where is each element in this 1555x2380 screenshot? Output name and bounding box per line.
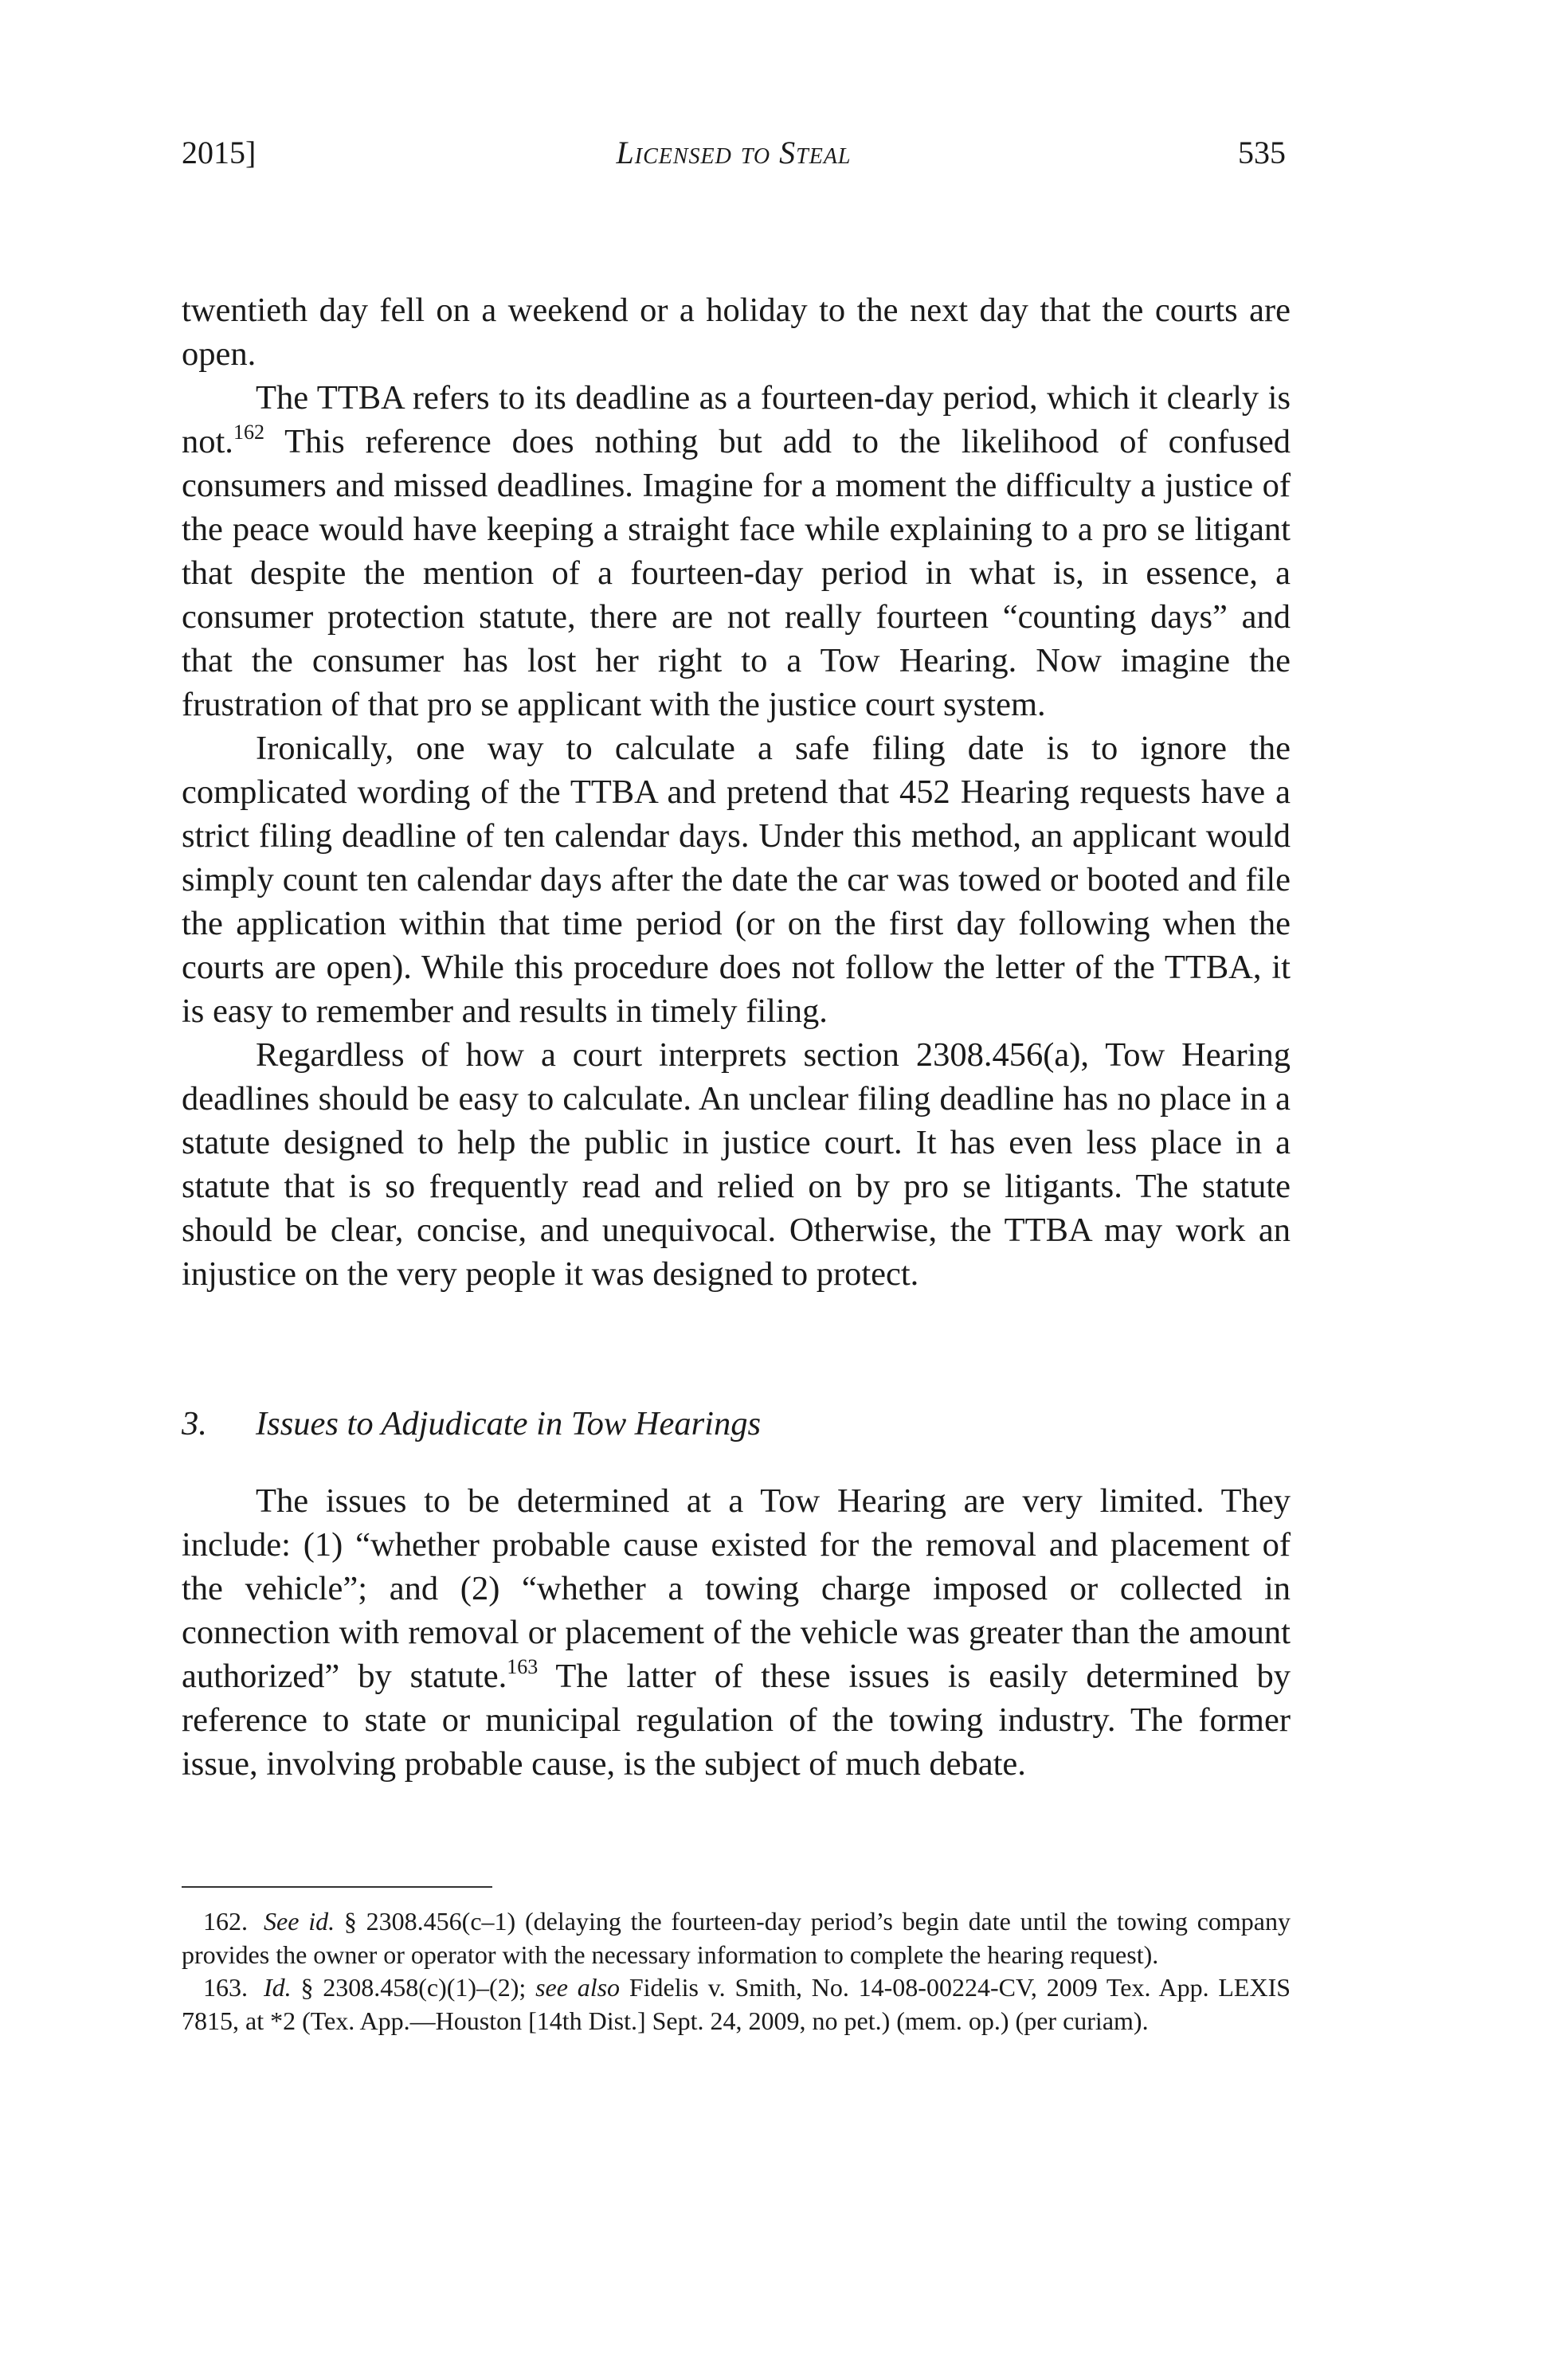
section-body xyxy=(182,1479,1291,1786)
paragraph-text: The issues to be determined at a Tow Hearing are very limited. They include: (1) “whether probable cause existed for the removal and placement of the vehicle”; and (2) “whether a towing charge imposed or collected in connection with removal or placement of the vehicle was greater than the amount authorized” by statute. xyxy=(182,1482,1291,1695)
footnote-number: 162. xyxy=(203,1907,248,1936)
paragraph-text: The latter of these issues is easily determined by reference to state or municipal regulation of the towing industry. The former issue, involving probable cause, is the subject of much debate. xyxy=(182,1658,1291,1783)
footnote-ref-162[interactable]: 162 xyxy=(233,421,264,444)
footnote-text: § 2308.458(c)(1)–(2); xyxy=(291,1973,536,2002)
footnote-162 xyxy=(182,1905,1291,1971)
footnotes xyxy=(182,1905,1291,2037)
paragraph-ironically: Ironically, one way to calculate a safe filing date is to ignore the complicated wording of the TTBA and pretend that 452 Hearing requests have a strict filing deadline of ten calendar days. Under this method, an applicant would simply count ten calendar days after the date the car was towed or booted and file the application within that time period (or on the first day following when the courts are open). While this procedure does not follow the letter of the TTBA, it is easy to remember and results in timely filing. xyxy=(182,730,1291,1030)
footnote-text: Fidelis v. Smith, No. 14-08-00224-CV, 2009 Tex. App. LEXIS 7815, at *2 (Tex. App.—Houston [14th Dist.] Sept. 24, 2009, no pet.) (mem. op.) (per curiam). xyxy=(182,1973,1291,2035)
paragraph-regardless: Regardless of how a court interprets section 2308.456(a), Tow Hearing deadlines should be easy to calculate. An unclear filing deadline has no place in a statute designed to help the public in justice court. It has even less place in a statute that is so frequently read and relied on by pro se litigants. The statute should be clear, concise, and unequivocal. Otherwise, the TTBA may work an injustice on the very people it was designed to protect. xyxy=(182,1036,1291,1293)
footnote-id: Id. xyxy=(264,1973,292,2002)
paragraph-continued: twentieth day fell on a weekend or a holiday to the next day that the courts are open. xyxy=(182,292,1291,373)
footnote-ref-163[interactable]: 163 xyxy=(507,1655,539,1678)
section-number: 3. xyxy=(182,1405,207,1442)
footnote-signal: See id. xyxy=(264,1907,335,1936)
paragraph-issues xyxy=(182,1479,1291,1786)
footnote-number: 163. xyxy=(203,1973,248,2002)
section-heading xyxy=(182,1402,761,1446)
header-page-number: 535 xyxy=(1238,135,1286,170)
footnote-text: § 2308.456(c–1) (delaying the fourteen-day period’s begin date until the towing company provides the owner or operator with the necessary information to complete the hearing request). xyxy=(182,1907,1291,1969)
footnote-signal: see also xyxy=(535,1973,621,2002)
body-text xyxy=(182,288,1291,1296)
paragraph-text: The TTBA refers to its deadline as a fourteen-day period, which it clearly is not. xyxy=(182,379,1291,460)
paragraph-text: This reference does nothing but add to the likelihood of confused consumers and missed deadlines. Imagine for a moment the difficulty a justice of the peace would have keeping a straight face while explaining to a pro se litigant that despite the mention of a fourteen-day period in what is, in essence, a consumer protection statute, there are not really fourteen “counting days” and that the consumer has lost her right to a Tow Hearing. Now imagine the frustration of that pro se applicant with the justice court system. xyxy=(182,423,1291,723)
paragraph-fourteen-day xyxy=(182,376,1291,726)
section-title: Issues to Adjudicate in Tow Hearings xyxy=(256,1405,761,1442)
footnote-divider xyxy=(182,1886,492,1888)
running-header xyxy=(182,134,1286,182)
header-year: 2015] xyxy=(182,135,257,170)
footnote-163 xyxy=(182,1971,1291,2037)
header-title: Licensed to Steal xyxy=(616,135,852,170)
